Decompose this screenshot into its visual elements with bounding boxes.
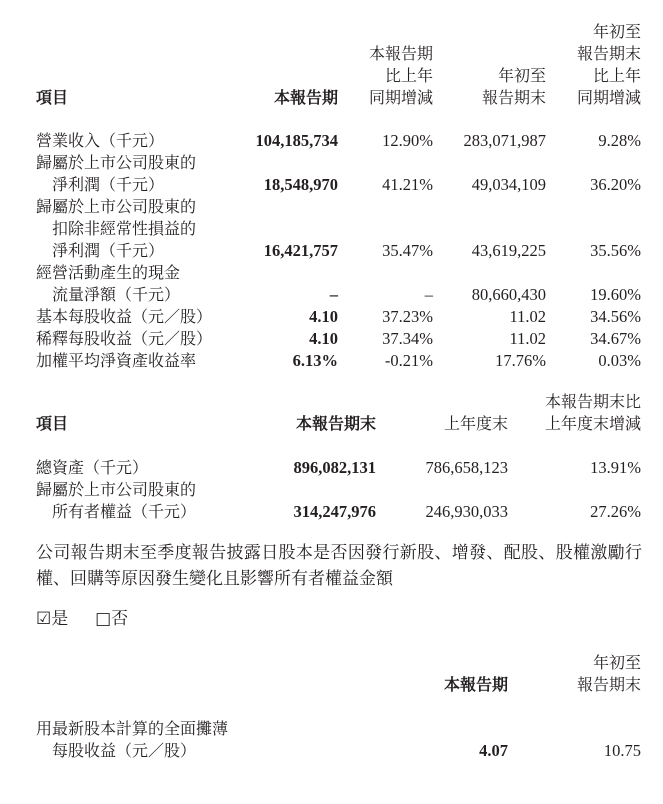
cell-ytd-yoy: 34.67% [590,329,641,348]
cell-yoy: -0.21% [384,351,433,370]
header-change-line1: 本報告期末比 [544,392,641,411]
cell-yoy: 37.23% [382,307,433,326]
row-label-cont: 流量淨額（千元） [52,285,181,304]
row-label-cont: 所有者權益（千元） [52,502,197,521]
row-label: 歸屬於上市公司股東的 [36,153,197,172]
cell-ytd: 43,619,225 [471,241,546,260]
cell-ytd-yoy: 36.20% [590,175,641,194]
header-item: 項目 [36,414,69,433]
row-label: 稀釋每股收益（元／股） [36,329,213,348]
cell-current: 4.10 [309,329,338,348]
cell-current: 18,548,970 [263,175,338,194]
cell-yoy: 37.34% [382,329,433,348]
cell-ytd: 11.02 [509,329,546,348]
header-change-line2: 上年度末增減 [544,414,641,433]
header-ytd-line2: 報告期末 [481,88,546,107]
cell-current: 4.07 [479,741,508,760]
header-prev-year-end: 上年度末 [443,414,508,433]
header-ytd-line2: 報告期末 [576,675,641,694]
cell-ytd: 49,034,109 [471,175,546,194]
header-yoy-line2: 比上年 [384,66,433,85]
cell-yoy: 35.47% [382,241,433,260]
row-label: 歸屬於上市公司股東的 [36,480,197,499]
cell-change: 27.26% [590,502,641,521]
header-yoy-line3: 同期增減 [368,88,433,107]
choice-yes-label: 是 [51,609,69,629]
cell-ytd: 17.76% [495,351,546,370]
cell-current: 16,421,757 [263,241,338,260]
cell-yoy: – [424,285,433,304]
choice-no-label: 否 [111,609,129,629]
row-label: 總資產（千元） [36,458,149,477]
cell-yoy: 41.21% [382,175,433,194]
cell-yoy: 12.90% [382,131,433,150]
cell-ytd: 10.75 [603,741,641,760]
header-current-end: 本報告期末 [295,414,376,433]
cell-current: 4.10 [309,307,338,326]
row-label-cont: 扣除非經常性損益的 [52,219,197,238]
cell-current: 6.13% [292,351,338,370]
cell-current: – [329,285,338,304]
cell-current-end: 896,082,131 [293,458,376,477]
row-label: 歸屬於上市公司股東的 [36,197,197,216]
row-label: 營業收入（千元） [36,131,165,150]
checkbox-no-icon: □ [95,609,112,629]
header-ytd-line1: 年初至 [592,653,641,672]
row-label: 用最新股本計算的全面攤薄 [36,719,229,738]
cell-ytd-yoy: 9.28% [598,131,641,150]
header-ytd-yoy-line2: 報告期末 [576,44,641,63]
header-item: 項目 [36,88,69,107]
cell-ytd-yoy: 35.56% [590,241,641,260]
row-label: 加權平均淨資產收益率 [36,351,197,370]
row-label-cont: 淨利潤（千元） [52,175,165,194]
cell-ytd: 11.02 [509,307,546,326]
choice-group [36,609,128,629]
checkbox-yes-icon: ☑ [36,609,52,629]
header-yoy-line1: 本報告期 [368,44,433,63]
cell-ytd-yoy: 0.03% [598,351,641,370]
header-current: 本報告期 [443,675,508,694]
header-ytd-yoy-line3: 比上年 [592,66,641,85]
row-label: 基本每股收益（元／股） [36,307,213,326]
cell-ytd: 80,660,430 [471,285,546,304]
cell-ytd-yoy: 19.60% [590,285,641,304]
header-ytd-yoy-line1: 年初至 [592,22,641,41]
header-ytd-line1: 年初至 [497,66,546,85]
cell-prev-year-end: 246,930,033 [425,502,508,521]
row-label-cont: 每股收益（元／股） [52,741,197,760]
cell-current-end: 314,247,976 [293,502,376,521]
cell-prev-year-end: 786,658,123 [425,458,508,477]
row-label-cont: 淨利潤（千元） [52,241,165,260]
header-current: 本報告期 [273,88,338,107]
header-ytd-yoy-line4: 同期增減 [576,88,641,107]
row-label: 經營活動產生的現金 [36,263,181,282]
cell-ytd: 283,071,987 [463,131,546,150]
cell-change: 13.91% [590,458,641,477]
share-capital-change-note: 公司報告期末至季度報告披露日股本是否因發行新股、增發、配股、股權激勵行權、回購等原因發生變化且影響所有者權益金額 [36,543,642,589]
cell-current: 104,185,734 [255,131,338,150]
cell-ytd-yoy: 34.56% [590,307,641,326]
